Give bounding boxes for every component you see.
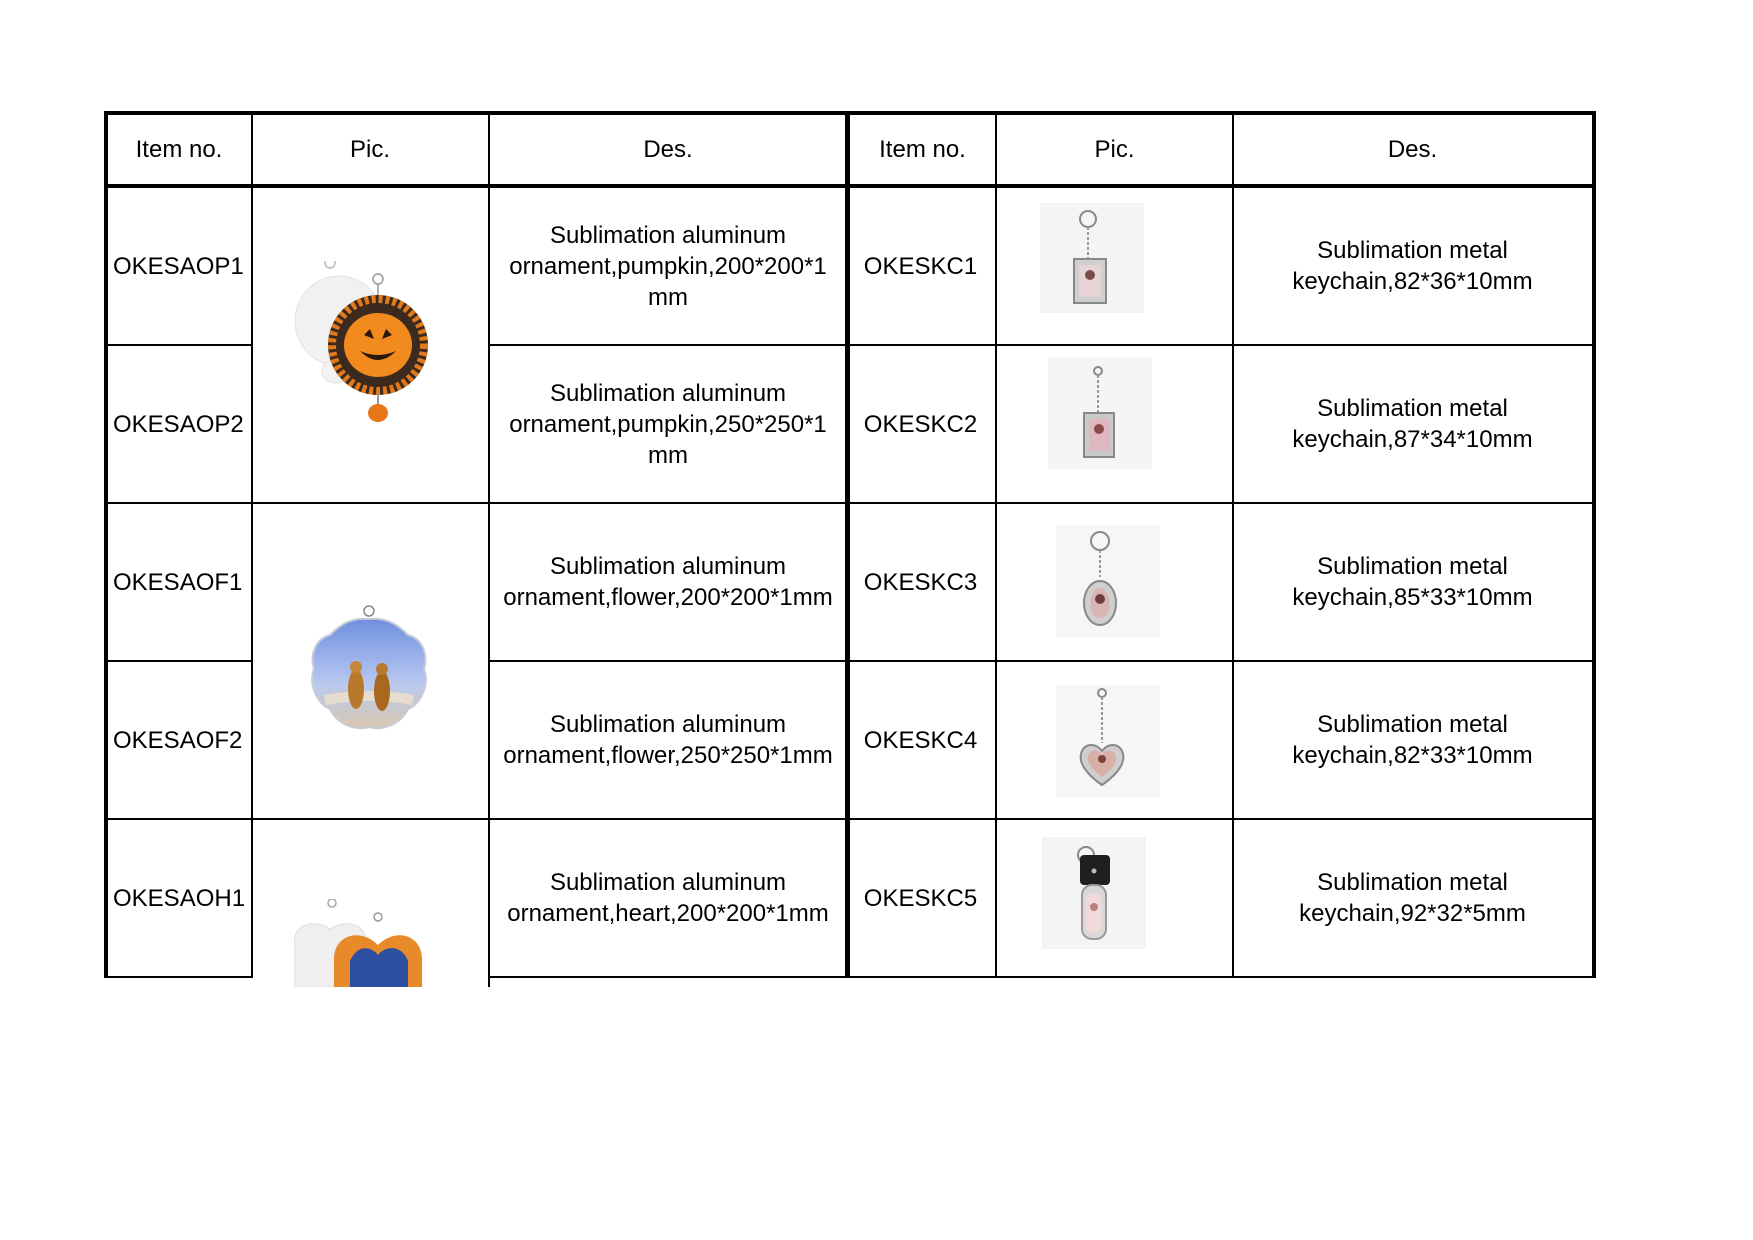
- row-divider: [489, 344, 1596, 346]
- table-left-border: [104, 111, 108, 978]
- column-divider: [995, 111, 997, 978]
- heart-ornament-image: [294, 899, 444, 987]
- rectangle-keychain-image: [1040, 203, 1144, 313]
- item-no-cell: OKESKC1: [863, 252, 978, 280]
- description-cell: Sublimation aluminum ornament,pumpkin,250*250*1 mm: [509, 379, 827, 469]
- column-divider: [251, 111, 253, 978]
- header-item-no-right: Item no.: [879, 135, 966, 163]
- table-top-border: [104, 111, 1596, 115]
- item-no-cell: OKESAOF1: [113, 568, 243, 596]
- table-bottom-border: [489, 976, 1596, 978]
- flower-ornament-image: [304, 605, 434, 737]
- header-des-right: Des.: [1387, 135, 1438, 163]
- description-cell: Sublimation metal keychain,92*32*5mm: [1299, 869, 1526, 927]
- leather-strap-keychain-image: [1042, 837, 1146, 949]
- description-cell: Sublimation aluminum ornament,heart,200*200*1mm: [507, 869, 829, 927]
- column-divider: [488, 111, 490, 987]
- header-des-left: Des.: [643, 135, 693, 163]
- oval-keychain-image: [1056, 525, 1160, 637]
- description-cell: Sublimation aluminum ornament,flower,200*200*1mm: [503, 553, 833, 611]
- description-cell: Sublimation aluminum ornament,pumpkin,200*200*1 mm: [509, 221, 827, 311]
- row-divider: [104, 818, 1596, 820]
- description-cell: Sublimation metal keychain,82*33*10mm: [1292, 711, 1533, 769]
- description-cell: Sublimation metal keychain,87*34*10mm: [1292, 395, 1533, 453]
- header-pic-left: Pic.: [349, 135, 390, 163]
- column-divider: [845, 111, 850, 978]
- item-no-cell: OKESAOH1: [113, 884, 246, 912]
- table-bottom-border: [104, 976, 252, 978]
- description-cell: Sublimation metal keychain,82*36*10mm: [1292, 237, 1533, 295]
- row-divider: [104, 502, 1596, 504]
- rectangle-keychain-image: [1048, 357, 1152, 469]
- header-item-no-left: Item no.: [135, 135, 223, 163]
- pumpkin-ornament-image: [294, 261, 444, 431]
- item-no-cell: OKESAOP2: [113, 410, 244, 438]
- header-bottom-border: [104, 184, 1596, 188]
- description-cell: Sublimation metal keychain,85*33*10mm: [1292, 553, 1533, 611]
- column-divider: [1232, 111, 1234, 978]
- item-no-cell: OKESKC2: [863, 410, 978, 438]
- table-right-border: [1592, 111, 1596, 978]
- item-no-cell: OKESKC3: [863, 568, 978, 596]
- row-divider: [104, 344, 252, 346]
- row-divider: [104, 660, 252, 662]
- item-no-cell: OKESAOP1: [113, 252, 244, 280]
- description-cell: Sublimation aluminum ornament,flower,250*250*1mm: [503, 711, 833, 769]
- item-no-cell: OKESKC5: [863, 884, 978, 912]
- header-pic-right: Pic.: [1094, 135, 1135, 163]
- item-no-cell: OKESAOF2: [113, 726, 243, 754]
- item-no-cell: OKESKC4: [863, 726, 978, 754]
- heart-keychain-image: [1056, 685, 1160, 797]
- product-table: [104, 111, 1596, 987]
- row-divider: [489, 660, 1596, 662]
